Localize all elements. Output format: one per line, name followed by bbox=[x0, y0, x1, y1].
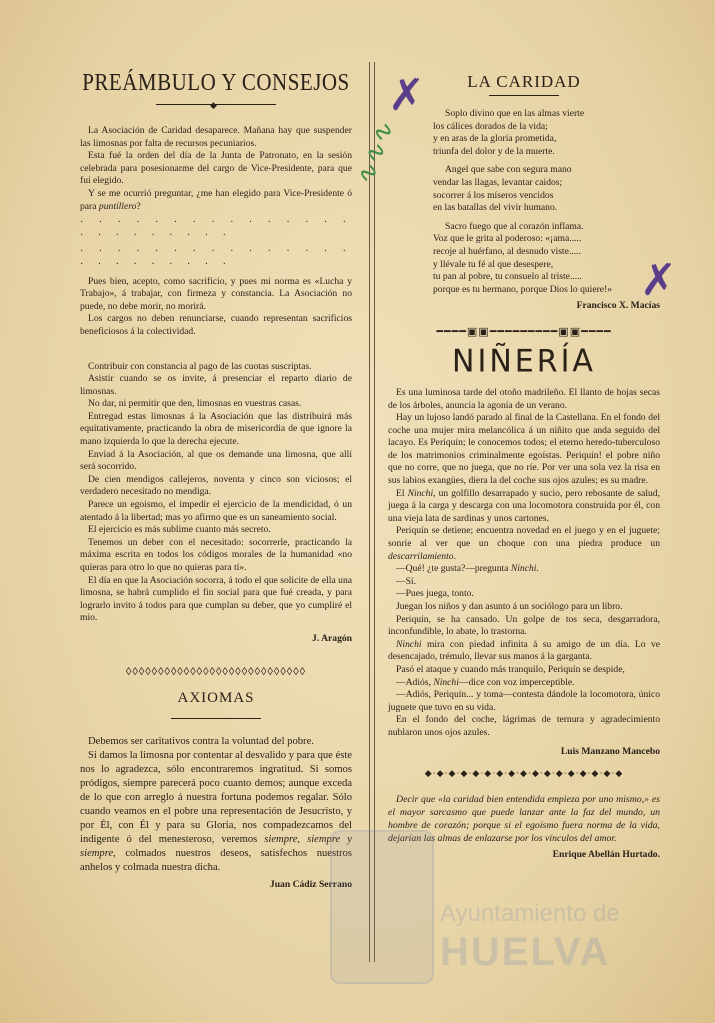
paragraph: Periquín, se ha cansado. Un golpe de tos seca, desgarradora, inconfundible, lo abate, lo trastorna. bbox=[388, 613, 660, 638]
article-title-preambulo: PREÁMBULO Y CONSEJOS bbox=[82, 68, 350, 96]
verse: porque es tu hermano, porque Dios lo quiere!» bbox=[433, 283, 613, 295]
paragraph: Hay un lujoso landó parado al final de la Castellana. En el fondo del coche una mujer mira melancólica á un niñito que anda seguido del lacayo. Es Periquín; le conocemos todos; el eterno heredo-tuberculoso de los matrimonios criminalmente egoístas. Periquín! el pobre niño que no corre, que no juega, que no ríe. Por ver una sola vez la risa en sus labios exangües, diera la del coche sus ojos azules; es su madre. bbox=[388, 412, 660, 487]
paragraph: —Pues juega, tonto. bbox=[396, 588, 474, 600]
paragraph: Entregad estas limosnas á la Asociación que las distribuirá más equitativamente, practicando la obra de misericordia de que ignore la mano izquierda lo que la derecha ejecute. bbox=[80, 410, 352, 448]
ellipsis-dots: · · · · · · · · · · · · · · · · · · · · · · · · bbox=[80, 246, 352, 270]
verse: Sacro fuego que al corazón inflama. bbox=[445, 220, 584, 232]
paragraph: Debemos ser caritativos contra la voluntad del pobre. bbox=[88, 735, 314, 747]
title-underline bbox=[171, 713, 261, 725]
watermark-text: Ayuntamiento de bbox=[440, 900, 620, 927]
stanza bbox=[433, 220, 660, 297]
signature-abellan: Enrique Abellán Hurtado. bbox=[552, 849, 660, 861]
signature-macias: Francisco X. Macías bbox=[576, 300, 660, 312]
signature-manzano: Luis Manzano Mancebo bbox=[560, 745, 660, 757]
paragraph: Si damos la limosna por contentar al desvalido y para que éste nos lo agradezca, sólo encontraremos ingratitud. Si somos pródigos, siempre parecerá poco cuanto demos; aunque exceda de lo que con arreglo á nuestra fortuna podemos regalar. Sólo cuando veamos en el pobre una representación de Jesucristo, y por Él, con Él y para su Gloria, nos compadezcamos del indigente ó del menesteroso, veremos siempre, siempre y siempre, colmados nuestros deseos, satisfechos nuestros anhelos y colmada nuestra dicha. bbox=[80, 749, 352, 873]
paragraph: Contribuir con constancia al pago de las cuotas suscriptas. bbox=[88, 360, 312, 372]
paragraph: Juegan los niños y dan asunto á un sociólogo para un libro. bbox=[396, 601, 623, 612]
verse: tu pan al pobre, tu consuelo al triste..... bbox=[433, 271, 582, 283]
paragraph: Los cargos no deben renunciarse, cuando representan sacrificios beneficiosos á la colectividad. bbox=[80, 313, 352, 337]
handwritten-annotation: ∿∿∿ bbox=[350, 118, 400, 190]
verse: y en aras de la gloria prometida, bbox=[433, 133, 557, 145]
paragraph: Tenemos un deber con el necesitado: socorrerle, practicando la máxima escrita en todos los códigos morales de la humanidad «no quieras para otro lo que no quieras para tí». bbox=[80, 536, 352, 573]
paragraph: Esta fué la orden del día de la Junta de Patronato, en la sesión celebrada para posesionarme del cargo de Vice-Presidente, para que fuí elegido. bbox=[80, 150, 352, 187]
paragraph: Y se me ocurrió preguntar, ¿me han elegido para Vice-Presidente ó para puntillero? bbox=[80, 187, 352, 212]
article-title-axiomas: AXIOMAS bbox=[177, 689, 255, 706]
signature-aragon: J. Aragón bbox=[312, 632, 352, 644]
paragraph: Enviad á la Asociación, al que os demande una limosna, que allí será socorrido. bbox=[80, 448, 352, 473]
right-column bbox=[388, 60, 660, 862]
watermark-seal bbox=[330, 830, 434, 984]
paragraph: —Sí. bbox=[396, 575, 416, 587]
pen-cross-mark: ✗ bbox=[388, 70, 425, 121]
paragraph: Pasó el ataque y cuando más tranquilo, Periquín se despide, bbox=[396, 663, 625, 675]
quote-paragraph: Decir que «la caridad bien entendida empieza por uno mismo,» es el mayor sarcasmo que puede lanzar ante la faz del mundo, un hombre de corazón; porque si el egoísmo fuera norma de la vida, dejarían las almas de enlazarse por los vínculos del amor. bbox=[388, 794, 660, 845]
poem-title-la-caridad: LA CARIDAD bbox=[467, 72, 581, 91]
consejos-body bbox=[80, 361, 352, 625]
verse: Soplo divino que en las almas vierte bbox=[445, 108, 585, 119]
stanza bbox=[433, 164, 660, 214]
paragraph: No dar, ni permitir que den, limosnas en vuestras casas. bbox=[88, 398, 302, 410]
axiomas-body bbox=[80, 735, 352, 875]
watermark-text: HUELVA bbox=[440, 930, 611, 974]
paragraph: El Ninchi, un golfillo desarrapado y sucio, pero rebosante de salud, juega á la carga y descarga con una locomotora construída por él, con una vieja lata de sardinas y unos cartones. bbox=[388, 487, 660, 524]
paragraph: —Adiós, Periquín... y toma—contesta dándole la locomotora, único juguete que tuvo en su vida. bbox=[388, 689, 660, 713]
diamond-ornament: ◆·◆·◆·◆·◆·◆·◆·◆·◆·◆·◆·◆·◆·◆·◆·◆·◆ bbox=[424, 768, 624, 779]
paragraph: Asistir cuando se os invite, á presenciar el reparto diario de limosnas. bbox=[80, 373, 352, 397]
paragraph: —Adiós, Ninchi—dice con voz imperceptible. bbox=[396, 676, 575, 688]
paragraph: El día en que la Asociación socorra, á todo el que solicite de ella una limosna, se habrá cumplido el fin social para que fué creada, y para lograrlo invito á todos para que cumplan su deber, que yo cumpliré el mio. bbox=[80, 574, 352, 624]
paragraph: Parece un egoismo, el impedir el ejercicio de la mendicidad, ó un atentado á la libertad; mas yo afirmo que es un saneamiento social. bbox=[80, 499, 352, 523]
column-divider bbox=[369, 62, 375, 962]
title-ornament: ◆ bbox=[156, 99, 276, 111]
preambulo-body bbox=[80, 125, 352, 339]
paragraph: El ejercicio es más sublime cuanto más secreto. bbox=[88, 524, 271, 536]
article-title-nineria: NIÑERÍA bbox=[452, 343, 596, 380]
verse: y llévale tu fé al que desespere, bbox=[433, 258, 554, 270]
paragraph: La Asociación de Caridad desaparece. Mañana hay que suspender las limosnas por falta de recursos pecuniarios. bbox=[80, 125, 352, 149]
title-underline bbox=[489, 90, 559, 102]
left-column bbox=[80, 60, 352, 891]
paragraph: De cien mendigos callejeros, noventa y cinco son viciosos; el verdadero necesitado no mendiga. bbox=[80, 473, 352, 498]
paragraph: Periquín se detiene; encuentra novedad en el juego y en el juguete; sonríe al ver que un choque con una piedra produce un descarrilamiento. bbox=[388, 525, 660, 562]
pen-cross-mark: ✗ bbox=[640, 255, 677, 306]
paragraph: Es una luminosa tarde del otoño madrileño. El llanto de hojas secas de los árboles, anuncia la agonía de un verano. bbox=[388, 386, 660, 411]
paragraph: Pues bien, acepto, como sacrificio, y pues mi norma es «Lucha y Trabajo», á trabajar, con firmeza y constancia. La Asociación no puede, no debe morir, no morirá. bbox=[80, 275, 352, 312]
paragraph: —Qué! ¿te gusta?—pregunta Ninchi. bbox=[396, 563, 539, 575]
verse: socorrer á los míseros vencidos bbox=[433, 189, 554, 201]
paragraph: En el fondo del coche, lágrimas de ternura y agradecimiento nublaron unos ojos azules. bbox=[388, 714, 660, 738]
verse: triunfa del dolor y de la muerte. bbox=[433, 145, 555, 157]
verse: vendar las llagas, levantar caidos; bbox=[433, 176, 563, 188]
verse: recoje al huérfano, al desnudo viste..... bbox=[433, 245, 581, 257]
verse: los cálices dorados de la vida; bbox=[433, 120, 548, 132]
poem-la-caridad bbox=[433, 108, 660, 296]
chain-ornament: ◊◊◊◊◊◊◊◊◊◊◊◊◊◊◊◊◊◊◊◊◊◊◊◊◊◊◊◊ bbox=[125, 665, 307, 678]
verse: Voz que le grita al poderoso: «¡ama..... bbox=[433, 233, 582, 245]
verse: Angel que sabe con segura mano bbox=[445, 164, 572, 176]
paragraph: Ninchi mira con piedad infinita á su amigo de un día. Lo ve desencajado, trémulo, llevar sus manos á la garganta. bbox=[388, 638, 660, 663]
nineria-body bbox=[388, 387, 660, 740]
signature-cadiz: Juan Cádiz Serrano bbox=[269, 878, 352, 890]
bar-ornament: ━━━━▣▣━━━━━━━━━▣▣━━━━ bbox=[436, 325, 612, 338]
verse: en las batallas del vivir humano. bbox=[433, 202, 558, 214]
stanza bbox=[433, 108, 660, 158]
ellipsis-dots: · · · · · · · · · · · · · · · · · · · · · · · · bbox=[80, 217, 352, 241]
